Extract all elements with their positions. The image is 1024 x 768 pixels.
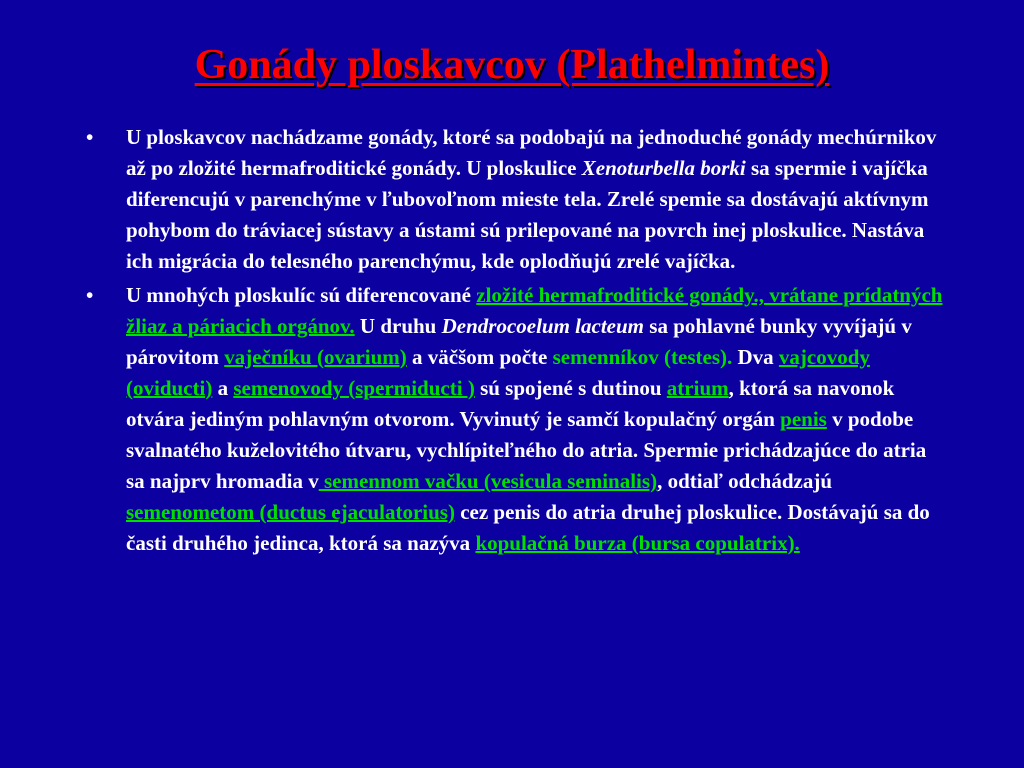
link-hermaphroditic-gonads[interactable]: zložité hermafroditické gonády., vrátane prídatných žliaz a páriacich orgánov. bbox=[126, 283, 943, 338]
bullet1-text-2: sa spermie i vajíčka diferencujú v parenchýme v ľubovoľnom mieste tela. Zrelé spemie sa dostávajú aktívnym pohybom do tráviacej sústavy a ústami sú prilepované na povrch inej ploskulice. Nastáva ich migrácia do telesného parenchýmu, kde oplodňujú zrelé vajíčka. bbox=[126, 156, 929, 273]
link-oviducti[interactable]: vajcovody (oviducti) bbox=[126, 345, 870, 400]
bullet-icon: • bbox=[86, 125, 94, 149]
link-spermiducti[interactable]: semenovody (spermiducti ) bbox=[233, 376, 475, 400]
bullet2-text-7: sú spojené s dutinou bbox=[474, 376, 667, 400]
bullet-item-2 bbox=[84, 280, 944, 559]
link-penis[interactable]: penis bbox=[780, 407, 827, 431]
bullet2-text-9: v podobe svalnatého kuželovitého útvaru, vychlípiteľného do atria. Spermie prichádzajúce do atria sa najprv hromadia v bbox=[126, 407, 927, 493]
bullet1-text-1: U ploskavcov nachádzame gonády, ktoré sa podobajú na jednoduché gonády mechúrnikov až po zložité hermafroditické gonády. U ploskulice bbox=[126, 125, 937, 180]
link-atrium[interactable]: atrium bbox=[666, 376, 729, 400]
bullet-item-1 bbox=[84, 122, 944, 277]
bullet1-species: Xenoturbella borki bbox=[581, 156, 746, 180]
link-ovarium[interactable]: vaječníku (ovarium) bbox=[224, 345, 407, 369]
bullet2-text-1: U mnohých ploskulíc sú diferencované bbox=[126, 283, 477, 307]
link-bursa-copulatrix[interactable]: kopulačná burza (bursa copulatrix). bbox=[475, 531, 800, 555]
bullet2-text-2: U druhu bbox=[354, 314, 442, 338]
bullet-list bbox=[84, 122, 944, 562]
testes-text: semenníkov (testes). bbox=[552, 345, 733, 369]
bullet2-text-10: , odtiaľ odchádzajú bbox=[657, 469, 833, 493]
link-ductus-ejaculatorius[interactable]: semenometom (ductus ejaculatorius) bbox=[126, 500, 455, 524]
bullet2-text-5: Dva bbox=[732, 345, 779, 369]
bullet-icon: • bbox=[86, 283, 94, 307]
bullet2-text-4: a väčšom počte bbox=[406, 345, 553, 369]
bullet2-text-8: , ktorá sa navonok otvára jediným pohlavným otvorom. Vyvinutý je samčí kopulačný orgán bbox=[126, 376, 895, 431]
bullet2-species: Dendrocoelum lacteum bbox=[441, 314, 645, 338]
bullet2-text-11: cez penis do atria druhej ploskulice. Dostávajú sa do časti druhého jedinca, ktorá sa nazýva bbox=[126, 500, 930, 555]
link-vesicula-seminalis[interactable]: semennom vačku (vesicula seminalis) bbox=[318, 469, 658, 493]
slide-title: Gonády ploskavcov (Plathelmintes) bbox=[194, 42, 830, 88]
bullet2-text-6: a bbox=[212, 376, 234, 400]
bullet2-text-3: sa pohlavné bunky vyvíjajú v párovitom bbox=[126, 314, 912, 369]
